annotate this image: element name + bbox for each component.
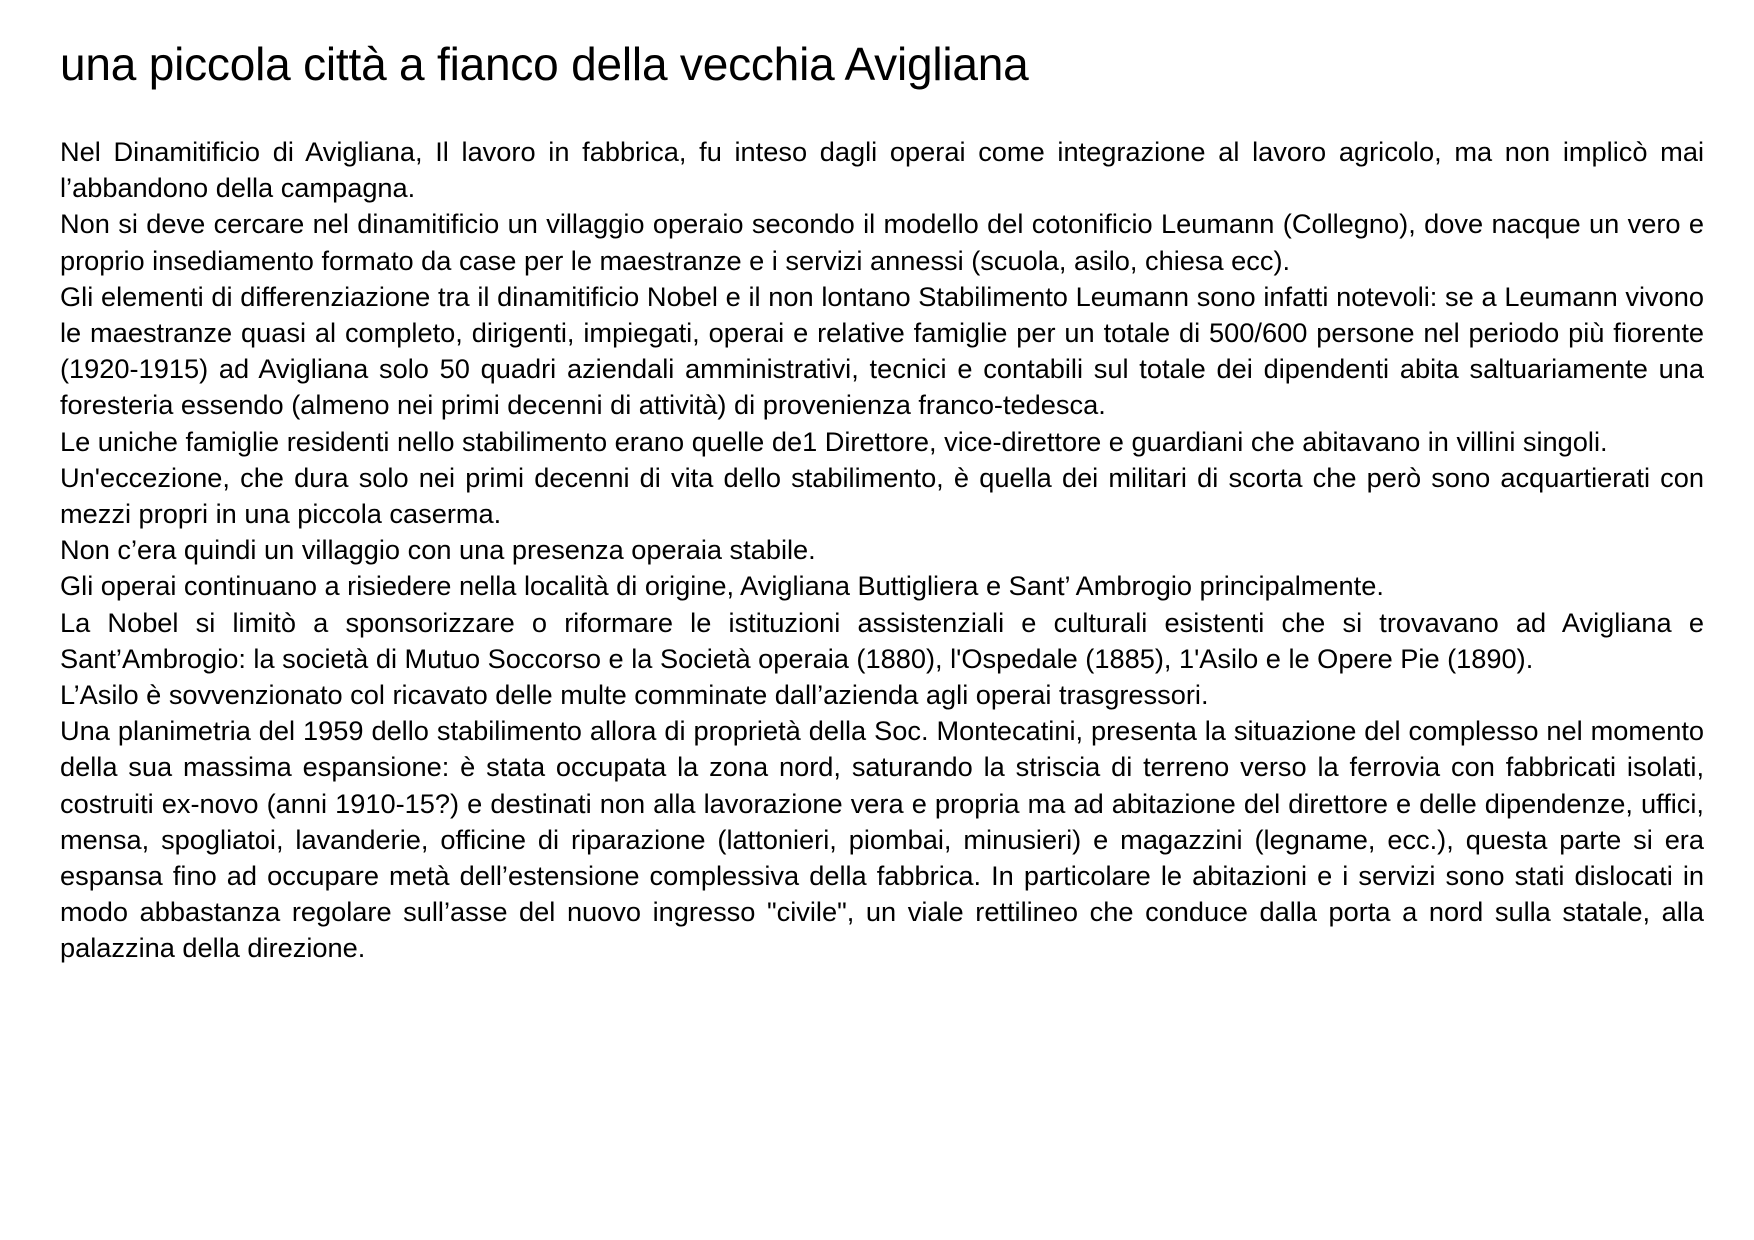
paragraph-istituzioni: La Nobel si limitò a sponsorizzare o riformare le istituzioni assistenziali e culturali esistenti che si trovavano ad Avigliana e Sant’Ambrogio: la società di Mutuo Soccorso e la Società operaia (1880), l'Ospedale (1885), 1'Asilo e le Opere Pie (1890).: [60, 606, 1704, 674]
page-title: una piccola città a fianco della vecchia Avigliana: [60, 38, 1029, 90]
paragraph-famiglie-residenti: Le uniche famiglie residenti nello stabilimento erano quelle de1 Direttore, vice-direttore e guardiani che abitavano in villini singoli.: [60, 425, 1608, 457]
paragraph-dinamitificio-intro: Nel Dinamitificio di Avigliana, Il lavoro in fabbrica, fu inteso dagli operai come integrazione al lavoro agricolo, ma non implicò mai l’abbandono della campagna.: [60, 135, 1704, 204]
paragraph-asilo: L’Asilo è sovvenzionato col ricavato delle multe comminate dall’azienda agli operai trasgressori.: [60, 678, 1209, 710]
paragraph-differenziazione: Gli elementi di differenziazione tra il dinamitificio Nobel e il non lontano Stabilimento Leumann sono infatti notevoli: se a Leumann vivono le maestranze quasi al completo, dirigenti, impiegati, operai e relative famiglie per un totale di 500/600 persone nel periodo più fiorente (1920-1915) ad Avigliana solo 50 quadri aziendali amministrativi, tecnici e contabili sul totale dei dipendenti abita saltuariamente una foresteria essendo (almeno nei primi decenni di attività) di provenienza franco-tedesca.: [60, 280, 1704, 421]
paragraph-nessun-villaggio: Non c’era quindi un villaggio con una presenza operaia stabile.: [60, 534, 816, 566]
paragraph-militari-scorta: Un'eccezione, che dura solo nei primi decenni di vita dello stabilimento, è quella dei militari di scorta che però sono acquartierati con mezzi propri in una piccola caserma.: [60, 461, 1704, 529]
paragraph-planimetria: Una planimetria del 1959 dello stabilimento allora di proprietà della Soc. Montecatini, presenta la situazione del complesso nel momento della sua massima espansione: è stata occupata la zona nord, saturando la striscia di terreno verso la ferrovia con fabbricati isolati, costruiti ex-novo (anni 1910-15?) e destinati non alla lavorazione vera e propria ma ad abitazione del direttore e delle dipendenze, uffici, mensa, spogliatoi, lavanderie, officine di riparazione (lattonieri, piombai, minusieri) e magazzini (legname, ecc.), questa parte si era espansa fino ad occupare metà dell’estensione complessiva della fabbrica. In particolare le abitazioni e i servizi sono stati dislocati in modo abbastanza regolare sull’asse del nuovo ingresso "civile", un viale rettilineo che conduce dalla porta a nord sulla statale, alla palazzina della direzione.: [60, 715, 1704, 964]
body-text: [60, 134, 1704, 967]
paragraph-localita-origine: Gli operai continuano a risiedere nella località di origine, Avigliana Buttigliera e Sant’ Ambrogio principalmente.: [60, 570, 1384, 602]
document-page: [60, 38, 1704, 967]
paragraph-villaggio-operaio: Non si deve cercare nel dinamitificio un villaggio operaio secondo il modello del cotonificio Leumann (Collegno), dove nacque un vero e proprio insediamento formato da case per le maestranze e i servizi annessi (scuola, asilo, chiesa ecc).: [60, 208, 1704, 276]
